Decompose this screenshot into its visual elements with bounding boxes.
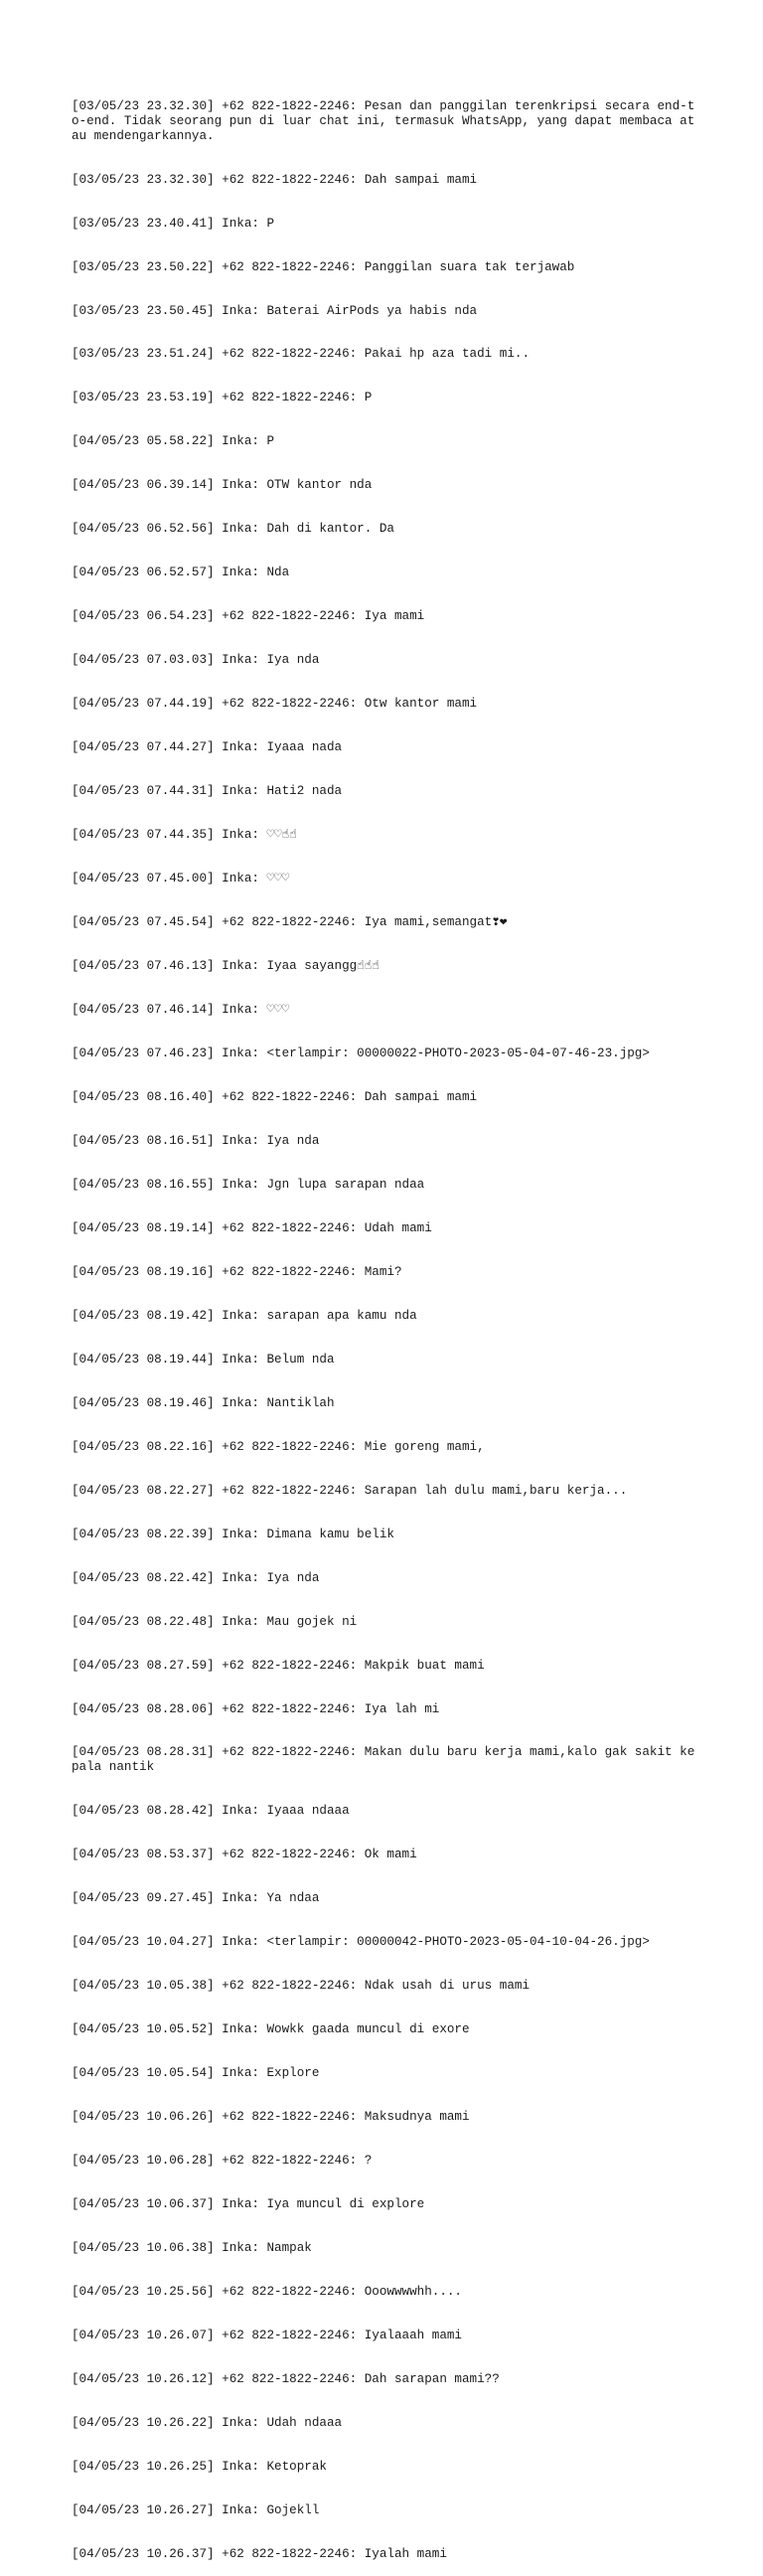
chat-line: [04/05/23 08.28.31] +62 822-1822-2246: Makan dulu baru kerja mami,kalo gak sakit kepala nantik (72, 1745, 695, 1775)
chat-line: [04/05/23 08.22.27] +62 822-1822-2246: Sarapan lah dulu mami,baru kerja... (72, 1483, 628, 1498)
chat-line: [04/05/23 08.19.14] +62 822-1822-2246: Udah mami (72, 1220, 432, 1235)
chat-line: [03/05/23 23.51.24] +62 822-1822-2246: Pakai hp aza tadi mi.. (72, 347, 531, 362)
chat-line: [04/05/23 07.03.03] Inka: Iya nda (72, 653, 320, 668)
chat-line: [04/05/23 08.22.48] Inka: Mau gojek ni (72, 1614, 358, 1629)
chat-line: [04/05/23 07.46.23] Inka: <terlampir: 00000022-PHOTO-2023-05-04-07-46-23.jpg> (72, 1046, 650, 1060)
chat-line: [04/05/23 10.06.28] +62 822-1822-2246: ? (72, 2153, 373, 2168)
chat-line: [04/05/23 10.05.52] Inka: Wowkk gaada muncul di exore (72, 2021, 470, 2036)
chat-line: [04/05/23 07.44.31] Inka: Hati2 nada (72, 784, 343, 799)
chat-line: [04/05/23 08.22.16] +62 822-1822-2246: Mie goreng mami, (72, 1439, 485, 1454)
chat-line: [03/05/23 23.50.45] Inka: Baterai AirPods ya habis nda (72, 303, 478, 318)
chat-line: [04/05/23 08.22.39] Inka: Dimana kamu belik (72, 1527, 394, 1541)
chat-line: [04/05/23 10.06.38] Inka: Nampak (72, 2240, 312, 2255)
chat-line: [04/05/23 08.19.46] Inka: Nantiklah (72, 1395, 335, 1410)
chat-line: [04/05/23 06.39.14] Inka: OTW kantor nda (72, 478, 373, 493)
chat-line: [04/05/23 07.44.19] +62 822-1822-2246: Otw kantor mami (72, 697, 478, 712)
chat-line: [04/05/23 07.44.35] Inka: ♡♡☝☝ (72, 828, 297, 843)
chat-line: [04/05/23 08.22.42] Inka: Iya nda (72, 1570, 320, 1585)
chat-line: [04/05/23 07.45.00] Inka: ♡♡♡ (72, 872, 290, 886)
chat-line: [04/05/23 07.44.27] Inka: Iyaaa nada (72, 740, 343, 755)
chat-line: [04/05/23 10.05.54] Inka: Explore (72, 2065, 320, 2080)
chat-line: [04/05/23 08.27.59] +62 822-1822-2246: Makpik buat mami (72, 1658, 485, 1673)
chat-line: [04/05/23 10.26.07] +62 822-1822-2246: Iyalaaah mami (72, 2328, 462, 2342)
chat-line: [04/05/23 08.16.40] +62 822-1822-2246: Dah sampai mami (72, 1089, 478, 1104)
chat-line: [04/05/23 08.28.06] +62 822-1822-2246: Iya lah mi (72, 1701, 440, 1716)
chat-line: [04/05/23 06.52.56] Inka: Dah di kantor. Da (72, 522, 394, 537)
chat-line: [04/05/23 10.26.12] +62 822-1822-2246: Dah sarapan mami?? (72, 2371, 500, 2386)
chat-line: [03/05/23 23.32.30] +62 822-1822-2246: Dah sampai mami (72, 172, 478, 187)
chat-line: [04/05/23 10.26.37] +62 822-1822-2246: Iyalah mami (72, 2546, 447, 2561)
chat-line: [04/05/23 10.26.27] Inka: Gojekll (72, 2502, 320, 2517)
chat-line: [04/05/23 08.19.42] Inka: sarapan apa kamu nda (72, 1308, 417, 1323)
chat-transcript (72, 71, 697, 2576)
chat-line: [04/05/23 07.46.13] Inka: Iyaa sayangg☝☝☝ (72, 959, 380, 974)
chat-line: [03/05/23 23.53.19] +62 822-1822-2246: P (72, 391, 373, 405)
chat-line: [04/05/23 08.16.51] Inka: Iya nda (72, 1133, 320, 1148)
chat-line: [04/05/23 10.26.25] Inka: Ketoprak (72, 2459, 327, 2474)
chat-line: [04/05/23 08.28.42] Inka: Iyaaa ndaaa (72, 1804, 350, 1819)
chat-line: [04/05/23 10.04.27] Inka: <terlampir: 00000042-PHOTO-2023-05-04-10-04-26.jpg> (72, 1935, 650, 1949)
chat-line: [04/05/23 08.16.55] Inka: Jgn lupa sarapan ndaa (72, 1177, 425, 1192)
chat-line: [04/05/23 09.27.45] Inka: Ya ndaa (72, 1891, 320, 1906)
chat-line: [04/05/23 10.06.37] Inka: Iya muncul di explore (72, 2196, 425, 2211)
chat-line: [04/05/23 08.53.37] +62 822-1822-2246: Ok mami (72, 1848, 417, 1862)
chat-line: [04/05/23 06.54.23] +62 822-1822-2246: Iya mami (72, 609, 425, 624)
chat-line: [03/05/23 23.40.41] Inka: P (72, 216, 275, 231)
chat-line: [04/05/23 10.05.38] +62 822-1822-2246: Ndak usah di urus mami (72, 1978, 531, 1993)
chat-line: [04/05/23 06.52.57] Inka: Nda (72, 565, 290, 580)
chat-line: [04/05/23 05.58.22] Inka: P (72, 434, 275, 449)
chat-line: [04/05/23 10.26.22] Inka: Udah ndaaa (72, 2415, 343, 2430)
chat-line: [04/05/23 07.45.54] +62 822-1822-2246: Iya mami,semangat❣❤ (72, 915, 508, 930)
chat-line: [04/05/23 08.19.16] +62 822-1822-2246: Mami? (72, 1264, 402, 1279)
chat-line: [03/05/23 23.50.22] +62 822-1822-2246: Panggilan suara tak terjawab (72, 259, 575, 274)
chat-line: [04/05/23 08.19.44] Inka: Belum nda (72, 1352, 335, 1367)
chat-line: [04/05/23 07.46.14] Inka: ♡♡♡ (72, 1003, 290, 1017)
chat-line: [04/05/23 10.25.56] +62 822-1822-2246: Ooowwwwhh.... (72, 2284, 462, 2299)
chat-line: [03/05/23 23.32.30] +62 822-1822-2246: Pesan dan panggilan terenkripsi secara end-to-end. Tidak seorang pun di luar chat ini, termasuk WhatsApp, yang dapat membaca atau mendengarkannya. (72, 99, 695, 143)
chat-line: [04/05/23 10.06.26] +62 822-1822-2246: Maksudnya mami (72, 2109, 470, 2124)
